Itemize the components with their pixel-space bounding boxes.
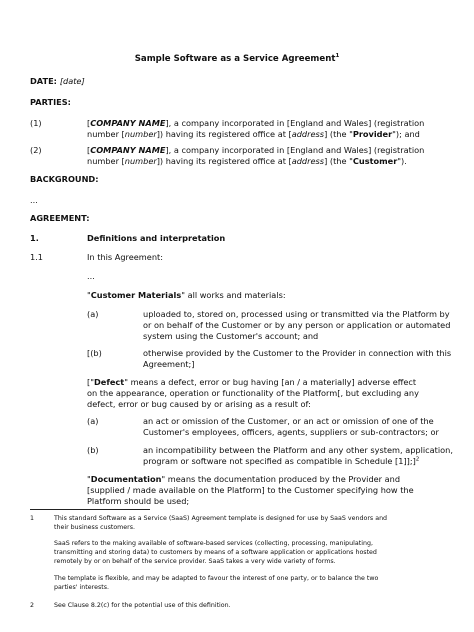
footnote-1-paragraph-2: SaaS refers to the making available of software-based services (collecting, processing, manipulating, <box>54 540 373 547</box>
footnote-divider <box>30 509 150 510</box>
defect-a-line: an act or omission of the Customer, or an act or omission of one of the <box>143 416 434 426</box>
section1-number: 1. <box>30 233 39 243</box>
clause-1-1-text: In this Agreement: <box>87 252 163 262</box>
documentation-definition-line: "Documentation" means the documentation produced by the Provider and <box>87 474 401 484</box>
defect-b-number: (b) <box>87 445 99 455</box>
date-value: [date] <box>59 76 85 86</box>
footnote-ref-2: 2 <box>415 456 420 463</box>
defect-a-line: Customer's employees, officers, agents, suppliers or sub-contractors; or <box>143 427 439 437</box>
background-ellipsis: ... <box>30 195 38 205</box>
defect-b-line: an incompatibility between the Platform and any other system, application, <box>143 445 453 455</box>
defect-definition-line: ["Defect" means a defect, error or bug having [an / a materially] adverse effect <box>87 377 417 387</box>
party1-line1: [COMPANY NAME], a company incorporated in [England and Wales] (registration <box>87 118 425 128</box>
footnote-1-line: This standard Software as a Service (SaaS) Agreement template is designed for use by SaaS vendors and <box>54 515 388 522</box>
cm-b-line: Agreement;] <box>143 359 195 369</box>
party1-number: (1) <box>30 118 42 128</box>
parties-heading: PARTIES: <box>30 97 71 107</box>
cm-a-line: system using the Customer's account; and <box>143 331 319 341</box>
cm-a-line: uploaded to, stored on, processed using or transmitted via the Platform by <box>143 309 450 319</box>
cm-b-number: [(b) <box>87 348 102 358</box>
documentation-definition-line: Platform should be used; <box>87 496 190 506</box>
clause-1-1-ellipsis: ... <box>87 271 95 281</box>
cm-b-line: otherwise provided by the Customer to the Provider in connection with this <box>143 348 452 358</box>
footnote-1-paragraph-2: transmitting and storing data) to customers by means of a software application or applications hosted <box>54 549 377 556</box>
defect-a-number: (a) <box>87 416 99 426</box>
document-title: Sample Software as a Service Agreement$^1$ <box>134 53 340 64</box>
party1-line2: number [number]) having its registered office at [address] (the "Provider"); and <box>87 129 420 139</box>
party2-line1: [COMPANY NAME], a company incorporated in [England and Wales] (registration <box>87 145 425 155</box>
section1-title: Definitions and interpretation <box>87 233 226 243</box>
customer-materials-definition: "Customer Materials" all works and materials: <box>87 290 286 300</box>
footnote-1-paragraph-2: remotely by or on behalf of the service provider. SaaS takes a very wide variety of forms. <box>54 558 336 565</box>
footnote-1-paragraph-3: parties' interests. <box>54 584 109 591</box>
footnote-ref-1: 1 <box>335 53 340 60</box>
footnote-1-number: 1 <box>30 515 35 522</box>
clause-1-1-number: 1.1 <box>30 252 44 262</box>
background-heading: BACKGROUND: <box>30 174 99 184</box>
agreement-heading: AGREEMENT: <box>30 213 90 223</box>
defect-definition-line: on the appearance, operation or functionality of the Platform[, but excluding any <box>87 388 419 398</box>
defect-definition-line: defect, error or bug caused by or arising as a result of: <box>87 399 311 409</box>
footnote-2-text: See Clause 8.2(c) for the potential use of this definition. <box>54 602 231 609</box>
party2-line2: number [number]) having its registered office at [address] (the "Customer"). <box>87 156 407 166</box>
cm-a-number: (a) <box>87 309 99 319</box>
footnote-1-line: their business customers. <box>54 524 136 531</box>
date-line: DATE: [date] <box>30 76 85 86</box>
footnote-1-paragraph-3: The template is flexible, and may be adapted to favour the interest of one party, or to balance the two <box>54 575 379 582</box>
party2-number: (2) <box>30 145 42 155</box>
defect-b-line: program or software not specified as compatible in Schedule [1]];]$^2$ <box>143 456 420 466</box>
documentation-definition-line: [supplied / made available on the Platform] to the Customer specifying how the <box>87 485 414 495</box>
footnote-2-number: 2 <box>30 602 35 609</box>
cm-a-line: or on behalf of the Customer or by any person or application or automated <box>143 320 451 330</box>
